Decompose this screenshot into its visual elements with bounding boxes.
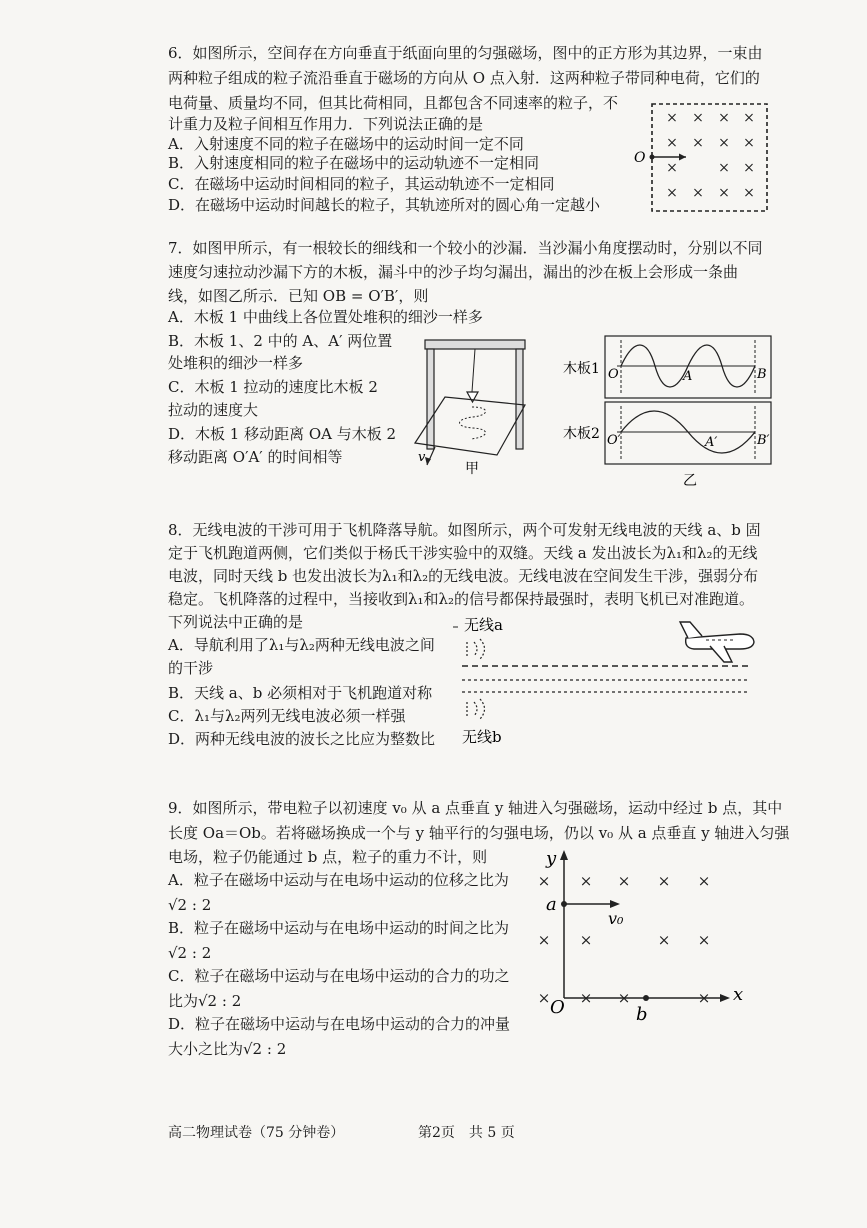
q7-board2-label: 木板2: [563, 426, 600, 442]
q8-antenna-b: [467, 699, 485, 719]
q7-line-3: 线，如图乙所示．已知 OB = O′B′，则: [168, 287, 429, 305]
q7-figure-jia: [405, 335, 540, 475]
svg-text:×: ×: [537, 872, 551, 890]
q9-option-a-2: √2 : 2: [168, 896, 212, 914]
q9-line-1: 9．如图所示，带电粒子以初速度 v₀ 从 a 点垂直 y 轴进入匀强磁场，运动中经过 b 点，其中: [168, 799, 783, 817]
q7-option-d-1: D．木板 1 移动距离 OA 与木板 2: [168, 425, 397, 443]
q9-axes-figure: [530, 840, 780, 1030]
q7-board1-label: 木板1: [563, 361, 600, 377]
airplane-icon: [680, 622, 754, 662]
q9-option-b-2: √2 : 2: [168, 944, 212, 962]
svg-text:×: ×: [657, 931, 671, 949]
svg-text:×: ×: [657, 872, 671, 890]
q8-antenna-a: [467, 639, 485, 659]
q9-option-d-1: D．粒子在磁场中运动与在电场中运动的合力的冲量: [168, 1015, 511, 1033]
svg-text:B′: B′: [757, 433, 770, 448]
footer-page-number: 第2页 共 5 页: [418, 1125, 515, 1141]
q8-line-1: 8．无线电波的干涉可用于飞机降落导航。如图所示，两个可发射无线电波的天线 a、b 固: [168, 521, 761, 539]
q7-label-yi: 乙: [683, 473, 697, 489]
svg-text:A: A: [683, 369, 693, 384]
q9-option-c-1: C．粒子在磁场中运动与在电场中运动的合力的功之: [168, 967, 510, 985]
svg-text:B: B: [757, 367, 767, 382]
q8-option-c: C．λ₁与λ₂两列无线电波必须一样强: [168, 707, 406, 725]
q6-magnetic-field-figure: [628, 100, 776, 215]
q6-option-d: D．在磁场中运动时间越长的粒子，其轨迹所对的圆心角一定越小: [168, 196, 601, 214]
q8-runway-figure: [448, 612, 768, 752]
q8-option-a-1: A．导航利用了λ₁与λ₂两种无线电波之间: [168, 636, 435, 654]
svg-text:×: ×: [537, 989, 551, 1007]
q7-frame-top: [425, 340, 525, 349]
q7-option-d-2: 移动距离 O′A′ 的时间相等: [168, 448, 343, 466]
q6-line-4: 计重力及粒子间相互作用力．下列说法正确的是: [168, 115, 484, 133]
q9-label-x: x: [733, 984, 744, 1005]
q6-option-b: B．入射速度相同的粒子在磁场中的运动轨迹不一定相同: [168, 154, 540, 172]
q7-option-b-2: 处堆积的细沙一样多: [168, 354, 304, 372]
svg-text:×: ×: [666, 135, 678, 151]
q8-antenna-a-label: 无线a: [464, 616, 503, 634]
q9-line-3: 电场，粒子仍能通过 b 点，粒子的重力不计，则: [168, 848, 488, 866]
svg-text:×: ×: [718, 185, 730, 201]
q9-label-y: y: [546, 848, 557, 869]
svg-text:a: a: [546, 894, 557, 915]
q6-line-2: 两种粒子组成的粒子流沿垂直于磁场的方向从 O 点入射．这两种粒子带同种电荷，它们的: [168, 69, 760, 87]
q8-antenna-b-label: 无线b: [462, 728, 502, 746]
q7-label-jia: 甲: [465, 461, 479, 475]
svg-text:A′: A′: [705, 435, 718, 450]
svg-text:×: ×: [579, 989, 593, 1007]
q7-line-2: 速度匀速拉动沙漏下方的木板，漏斗中的沙子均匀漏出，漏出的沙在板上会形成一条曲: [168, 263, 739, 281]
q9-option-a-1: A．粒子在磁场中运动与在电场中运动的位移之比为: [168, 871, 509, 889]
q9-option-c-2: 比为√2 : 2: [168, 992, 242, 1010]
svg-text:×: ×: [537, 931, 551, 949]
svg-text:×: ×: [579, 931, 593, 949]
q7-option-a: A．木板 1 中曲线上各位置处堆积的细沙一样多: [168, 308, 483, 326]
q9-option-b-1: B．粒子在磁场中运动与在电场中运动的时间之比为: [168, 919, 510, 937]
svg-text:×: ×: [718, 135, 730, 151]
q8-line-3: 电波，同时天线 b 也发出波长为λ₁和λ₂的无线电波。无线电波在空间发生干涉，强弱分布: [168, 567, 759, 585]
q6-option-c: C．在磁场中运动时间相同的粒子，其运动轨迹不一定相同: [168, 175, 555, 193]
q8-line-4: 稳定。飞机降落的过程中，当接收到λ₁和λ₂的信号都保持最强时，表明飞机已对准跑道。: [168, 590, 755, 608]
q7-frame-left: [427, 349, 434, 449]
svg-text:×: ×: [666, 160, 678, 176]
svg-text:O′: O′: [607, 433, 621, 448]
q9-label-v0: v₀: [608, 909, 624, 928]
q7-option-c-2: 拉动的速度大: [168, 401, 259, 419]
q9-line-2: 长度 Oa＝Ob。若将磁场换成一个与 y 轴平行的匀强电场，仍以 v₀ 从 a 点垂直 y 轴进入匀强: [168, 824, 790, 842]
q8-option-a-2: 的干涉: [168, 659, 214, 677]
svg-text:×: ×: [743, 110, 755, 126]
q8-line-2: 定于飞机跑道两侧，它们类似于杨氏干涉实验中的双缝。天线 a 发出波长为λ₁和λ₂的无线: [168, 544, 758, 562]
svg-text:×: ×: [617, 989, 631, 1007]
svg-text:×: ×: [666, 185, 678, 201]
q8-line-5: 下列说法中正确的是: [168, 613, 304, 631]
q7-frame-right: [516, 349, 523, 449]
svg-text:×: ×: [697, 872, 711, 890]
svg-text:b: b: [636, 1004, 648, 1025]
svg-text:×: ×: [692, 185, 704, 201]
svg-text:×: ×: [692, 135, 704, 151]
q8-option-d: D．两种无线电波的波长之比应为整数比: [168, 730, 436, 748]
q6-option-a: A．入射速度不同的粒子在磁场中的运动时间一定不同: [168, 135, 524, 153]
svg-text:×: ×: [743, 135, 755, 151]
footer-exam-title: 高二物理试卷（75 分钟卷）: [168, 1125, 345, 1141]
svg-text:v: v: [418, 450, 426, 465]
svg-text:×: ×: [692, 110, 704, 126]
q9-label-origin: O: [550, 997, 565, 1018]
svg-text:×: ×: [718, 160, 730, 176]
q8-option-b: B．天线 a、b 必须相对于飞机跑道对称: [168, 684, 433, 702]
q6-line-3: 电荷量、质量均不同，但其比荷相同，且都包含不同速率的粒子，不: [168, 94, 619, 112]
svg-text:×: ×: [697, 931, 711, 949]
q6-line-1: 6．如图所示，空间存在方向垂直于纸面向里的匀强磁场，图中的正方形为其边界，一束由: [168, 44, 763, 62]
svg-text:×: ×: [718, 110, 730, 126]
q9-point-b: [643, 995, 649, 1001]
q7-option-c-1: C．木板 1 拉动的速度比木板 2: [168, 378, 378, 396]
svg-text:×: ×: [743, 185, 755, 201]
svg-text:×: ×: [617, 872, 631, 890]
q9-option-d-2: 大小之比为√2 : 2: [168, 1040, 287, 1058]
svg-text:×: ×: [579, 872, 593, 890]
svg-text:×: ×: [666, 110, 678, 126]
q7-figure-yi: [555, 330, 775, 490]
q7-line-1: 7．如图甲所示，有一根较长的细线和一个较小的沙漏．当沙漏小角度摆动时，分别以不同: [168, 239, 763, 257]
svg-text:O: O: [608, 367, 619, 382]
svg-text:×: ×: [743, 160, 755, 176]
svg-text:×: ×: [697, 989, 711, 1007]
q6-label-o: O: [634, 150, 646, 166]
q7-option-b-1: B．木板 1、2 中的 A、A′ 两位置: [168, 332, 393, 350]
